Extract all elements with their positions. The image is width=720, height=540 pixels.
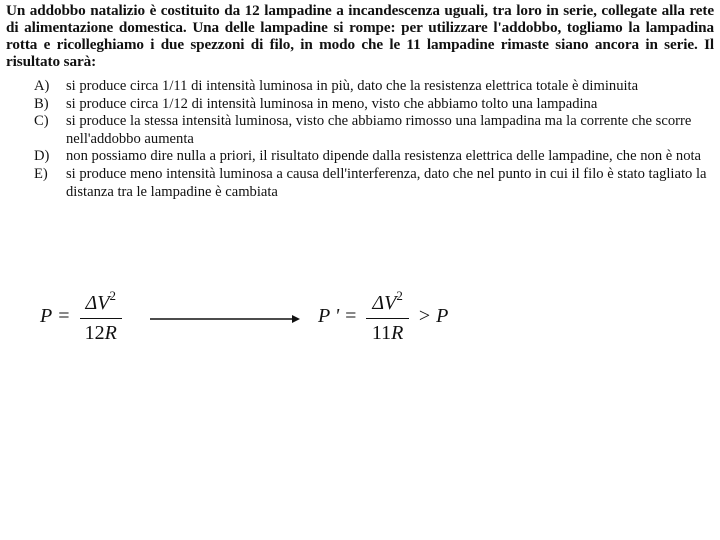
fraction-denominator: [85, 319, 117, 345]
option-a: [34, 78, 718, 96]
fraction-numerator: [80, 288, 122, 319]
arrow-right-icon: [150, 313, 300, 325]
option-letter: B): [34, 95, 49, 112]
denominator-var: R: [391, 322, 404, 344]
formula-equals: =: [58, 305, 70, 327]
option-letter: D): [34, 148, 50, 165]
option-letter: E): [34, 165, 48, 182]
option-text: si produce meno intensità luminosa a causa dell'interferenza, dato che nel punto in cui il filo è stato tagliato la distanza tra le lampadine è cambiata: [66, 165, 707, 200]
numerator-exponent: 2: [396, 288, 403, 303]
option-text: non possiamo dire nulla a priori, il risultato dipende dalla resistenza elettrica delle lampadine, che non è nota: [66, 148, 702, 165]
denominator-var: R: [104, 322, 117, 344]
option-c: [34, 113, 718, 148]
denominator-number: 12: [84, 322, 105, 344]
option-b: [34, 96, 718, 114]
formula-fraction: [366, 288, 408, 345]
denominator-number: 11: [371, 322, 392, 344]
fraction-numerator: [366, 288, 408, 319]
formula-rhs: P: [436, 305, 449, 327]
arrow-head: [292, 315, 300, 323]
formula-lhs: P: [40, 305, 53, 327]
formula-fraction: [80, 288, 122, 345]
option-e: [34, 166, 718, 201]
option-text: si produce la stessa intensità luminosa, visto che abbiamo rimosso una lampadina ma la corrente che scorre nell'addobbo aumenta: [66, 113, 692, 147]
option-text: si produce circa 1/11 di intensità luminosa in più, dato che la resistenza elettrica totale è diminuita: [66, 78, 639, 94]
option-d: [34, 148, 718, 166]
formula-equals: =: [345, 305, 357, 327]
fraction-denominator: [372, 319, 403, 345]
formula-greater-than: >: [418, 305, 431, 327]
numerator-exponent: 2: [109, 288, 116, 303]
numerator-text: ΔV: [85, 292, 110, 314]
option-letter: A): [34, 78, 50, 94]
formula-power-11-bulbs: [318, 288, 448, 345]
formula-lhs: P ': [318, 305, 340, 327]
answer-options: [34, 78, 718, 201]
option-text: si produce circa 1/12 di intensità luminosa in meno, visto che abbiamo tolto una lampadina: [66, 95, 598, 112]
formula-power-12-bulbs: [40, 288, 126, 345]
question-text: Un addobbo natalizio è costituito da 12 lampadine a incandescenza uguali, tra loro in serie, collegate alla rete di alimentazione domestica. Una delle lampadine si rompe: per utilizzare l'addobbo, togliamo la lampadina rotta e ricolleghiamo i due spezzoni di filo, in modo che le 11 lampadine rimaste siano ancora in serie. Il risultato sarà:: [6, 2, 714, 70]
numerator-text: ΔV: [372, 292, 397, 314]
option-letter: C): [34, 113, 49, 130]
